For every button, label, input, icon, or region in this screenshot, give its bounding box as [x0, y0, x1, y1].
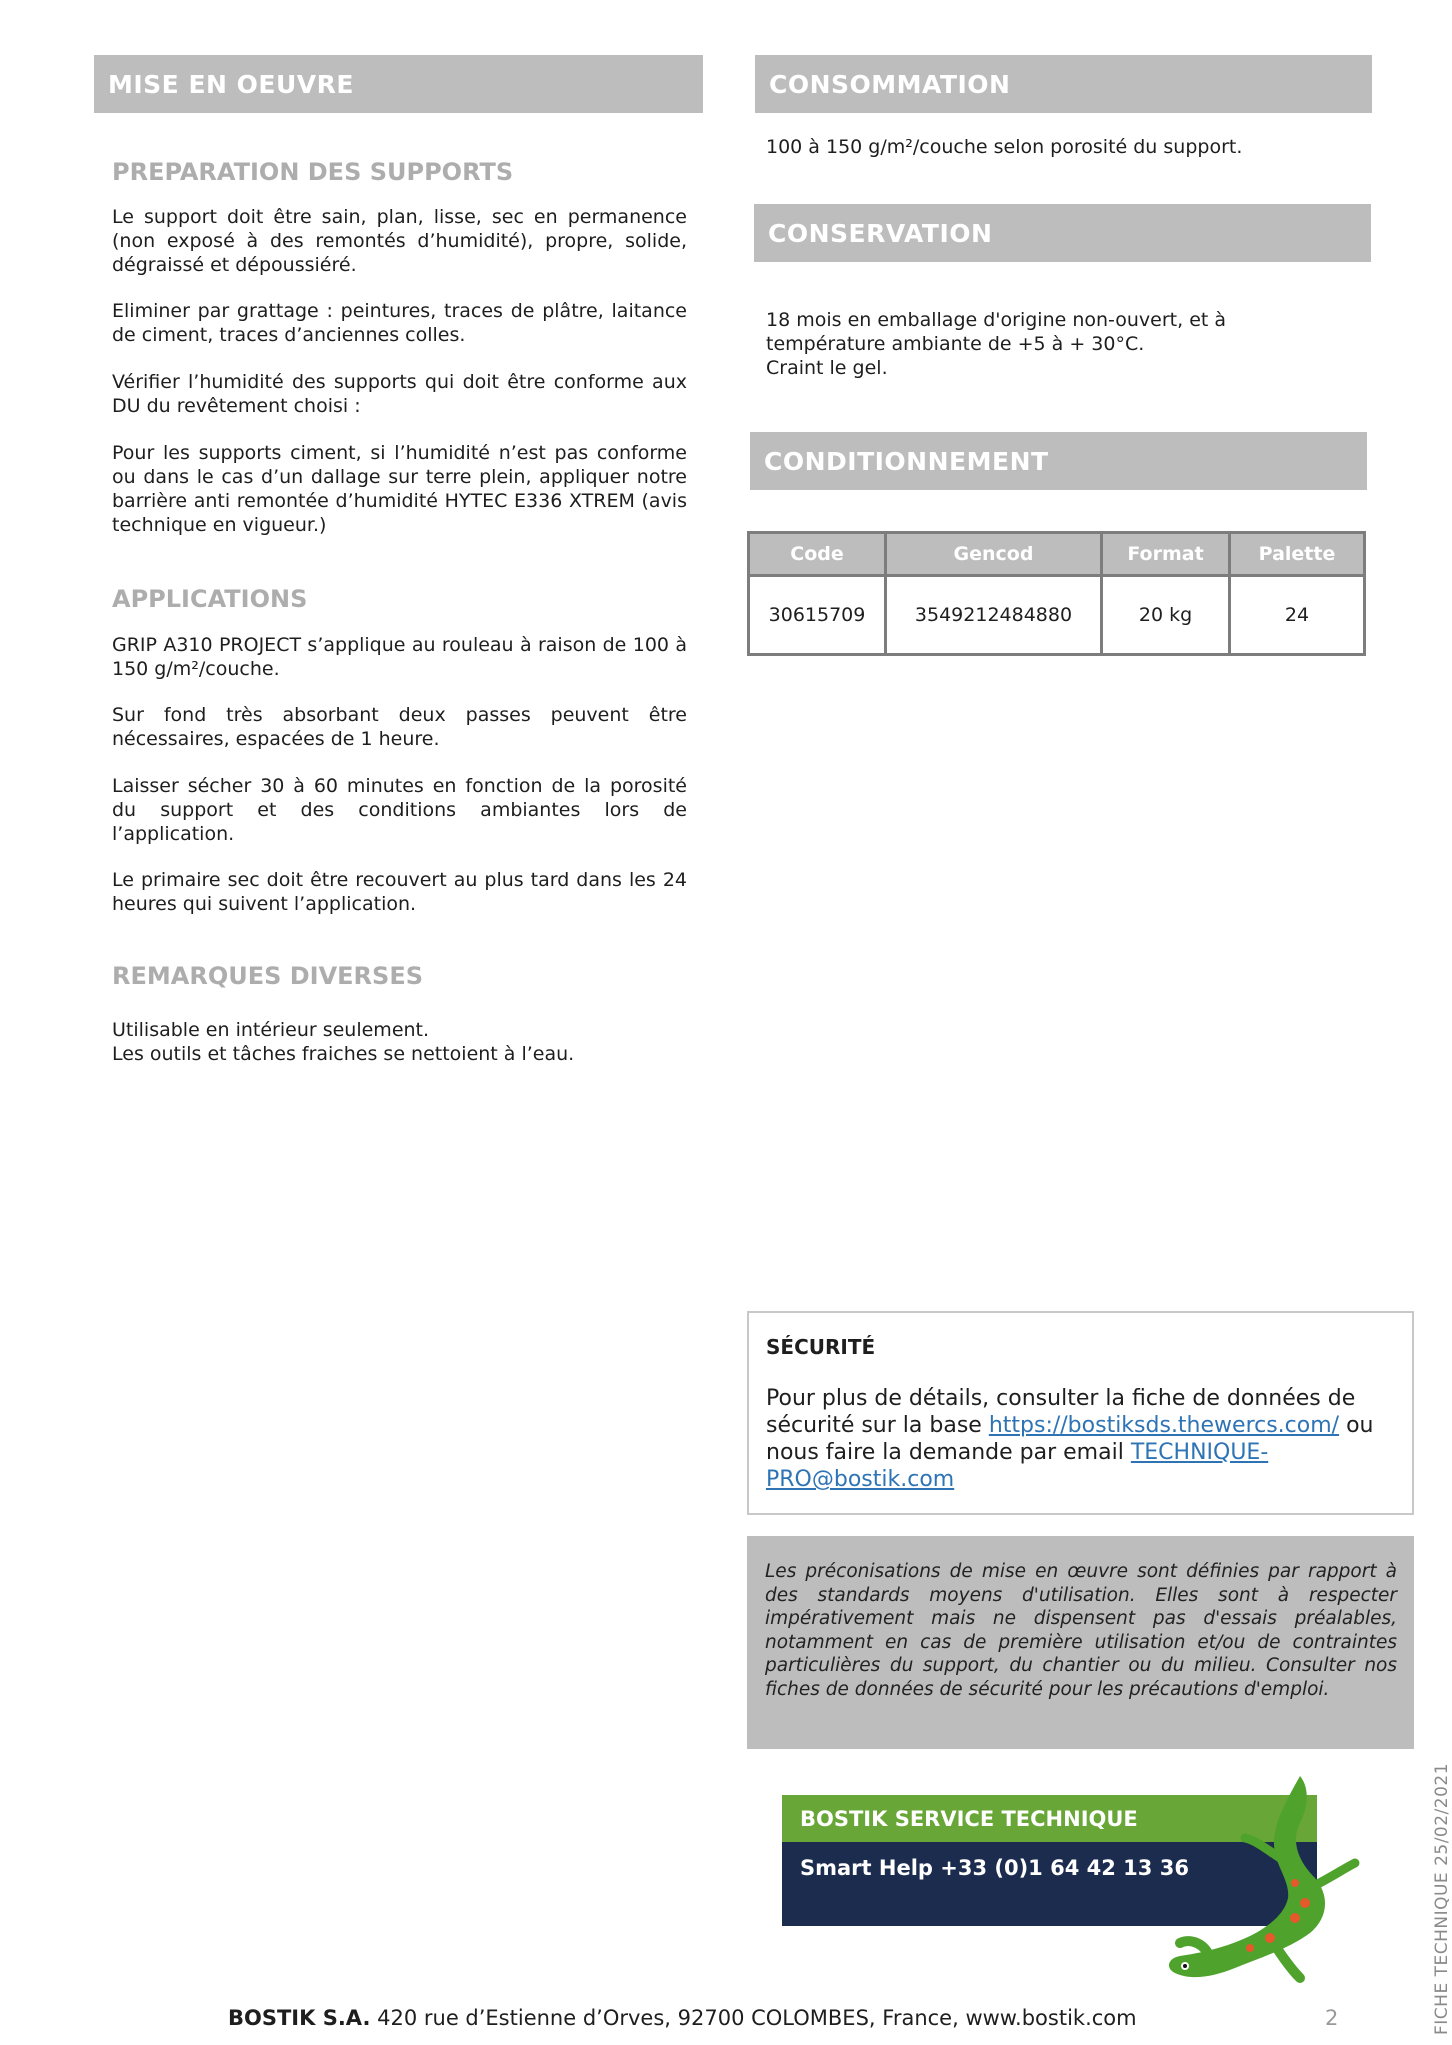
securite-text: Pour plus de détails, consulter la fiche de données de sécurité sur la base: [766, 1386, 1356, 1438]
prep-paragraph: Eliminer par grattage : peintures, traces de plâtre, laitance de ciment, traces d’anciennes colles.: [112, 300, 687, 346]
service-help: Smart Help +33 (0)1 64 42 13 36: [782, 1842, 1317, 1926]
conserv-line: température ambiante de +5 à + 30°C.: [766, 333, 1145, 355]
securite-text: ou nous faire la demande par email: [766, 1413, 1374, 1465]
securite-body: [766, 1385, 1386, 1493]
table-header-row: [749, 533, 1365, 576]
remark-line: Utilisable en intérieur seulement.: [112, 1019, 430, 1041]
app-paragraph: Le primaire sec doit être recouvert au plus tard dans les 24 heures qui suivent l’application.: [112, 869, 687, 915]
section-header-conditionnement: CONDITIONNEMENT: [750, 432, 1367, 490]
column-header-palette: Palette: [1230, 533, 1365, 576]
remark-line: Les outils et tâches fraiches se nettoient à l’eau.: [112, 1043, 575, 1065]
app-paragraph: Sur fond très absorbant deux passes peuvent être nécessaires, espacées de 1 heure.: [112, 704, 687, 750]
sds-link[interactable]: https://bostiksds.thewercs.com/: [988, 1413, 1340, 1438]
securite-box: [747, 1311, 1414, 1515]
column-header-format: Format: [1102, 533, 1230, 576]
app-paragraph: Laisser sécher 30 à 60 minutes en fonction de la porosité du support et des conditions ambiantes lors de l’application.: [112, 775, 687, 845]
cell-gencod: 3549212484880: [886, 576, 1102, 655]
gecko-logo-icon: [1150, 1768, 1365, 1998]
securite-title: SÉCURITÉ: [766, 1335, 876, 1359]
subheading-preparation: PREPARATION DES SUPPORTS: [112, 158, 514, 186]
footer-company: BOSTIK S.A.: [228, 2006, 371, 2030]
cell-code: 30615709: [749, 576, 886, 655]
cell-format: 20 kg: [1102, 576, 1230, 655]
disclaimer-text: Les préconisations de mise en œuvre sont définies par rapport à des standards moyens d'utilisation. Elles sont à respecter impérativement mais ne dispensent pas d'essais préalables, notamment en cas de première utilisation et/ou de contraintes particulières du support, du chantier ou du milieu. Consulter nos fiches de données de sécurité pour les précautions d'emploi.: [765, 1561, 1397, 1700]
table-row: [749, 576, 1365, 655]
section-header-conservation: CONSERVATION: [754, 204, 1371, 262]
prep-paragraph: Pour les supports ciment, si l’humidité n’est pas conforme ou dans le cas d’un dallage sur terre plein, appliquer notre barrière anti remontée d’humidité HYTEC E336 XTREM (avis technique en vigueur.): [112, 442, 687, 536]
disclaimer-box: [747, 1536, 1414, 1749]
cell-palette: 24: [1230, 576, 1365, 655]
page-number: 2: [1325, 2006, 1339, 2030]
conso-text: 100 à 150 g/m²/couche selon porosité du support.: [766, 136, 1243, 158]
column-header-code: Code: [749, 533, 886, 576]
prep-paragraph: Le support doit être sain, plan, lisse, sec en permanence (non exposé à des remontés d’humidité), propre, solide, dégraissé et dépoussiéré.: [112, 206, 687, 276]
conditionnement-table: [747, 531, 1366, 656]
app-paragraph: GRIP A310 PROJECT s’applique au rouleau à raison de 100 à 150 g/m²/couche.: [112, 634, 687, 680]
footer-address: [228, 2006, 1137, 2030]
service-title: BOSTIK SERVICE TECHNIQUE: [782, 1795, 1317, 1842]
conserv-line: Craint le gel.: [766, 357, 888, 379]
vertical-date-label: FICHE TECHNIQUE 25/02/2021: [1432, 1762, 1452, 2035]
prep-paragraph: Vérifier l’humidité des supports qui doit être conforme aux DU du revêtement choisi :: [112, 371, 687, 417]
subheading-remarques: REMARQUES DIVERSES: [112, 962, 424, 990]
email-link[interactable]: TECHNIQUE-PRO@bostik.com: [766, 1440, 1269, 1492]
section-header-mise-en-oeuvre: MISE EN OEUVRE: [94, 55, 703, 113]
section-header-consommation: CONSOMMATION: [755, 55, 1372, 113]
subheading-applications: APPLICATIONS: [112, 585, 308, 613]
conserv-line: 18 mois en emballage d'origine non-ouvert, et à: [766, 309, 1227, 331]
column-header-gencod: Gencod: [886, 533, 1102, 576]
footer-address-text: 420 rue d’Estienne d’Orves, 92700 COLOMBES, France, www.bostik.com: [370, 2006, 1137, 2030]
